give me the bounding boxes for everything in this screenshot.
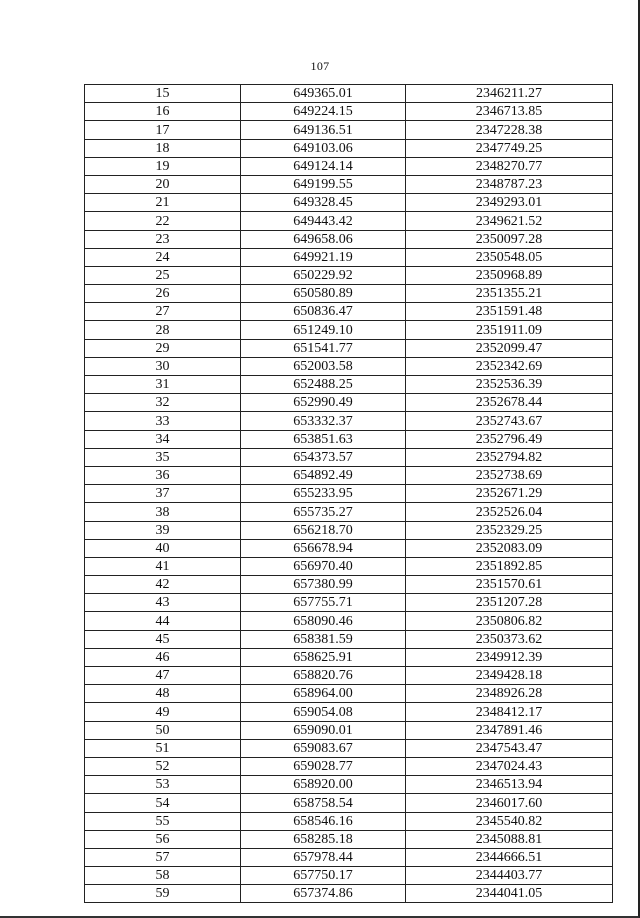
table-row [85,448,613,466]
point-number-cell: 29 [85,339,241,357]
y-coordinate-cell: 2352671.29 [406,485,613,503]
y-coordinate-cell: 2351911.09 [406,321,613,339]
point-number-cell: 40 [85,539,241,557]
table-row [85,539,613,557]
point-number-cell: 54 [85,794,241,812]
x-coordinate-cell: 653332.37 [241,412,406,430]
y-coordinate-cell: 2349428.18 [406,667,613,685]
point-number-cell: 31 [85,376,241,394]
x-coordinate-cell: 653851.63 [241,430,406,448]
x-coordinate-cell: 656970.40 [241,557,406,575]
y-coordinate-cell: 2349912.39 [406,648,613,666]
x-coordinate-cell: 655233.95 [241,485,406,503]
x-coordinate-cell: 652488.25 [241,376,406,394]
y-coordinate-cell: 2347749.25 [406,139,613,157]
point-number-cell: 42 [85,576,241,594]
point-number-cell: 20 [85,175,241,193]
x-coordinate-cell: 649124.14 [241,157,406,175]
y-coordinate-cell: 2351591.48 [406,303,613,321]
x-coordinate-cell: 659090.01 [241,721,406,739]
point-number-cell: 49 [85,703,241,721]
y-coordinate-cell: 2345088.81 [406,830,613,848]
table-row [85,321,613,339]
table-row [85,739,613,757]
x-coordinate-cell: 649443.42 [241,212,406,230]
y-coordinate-cell: 2352738.69 [406,466,613,484]
table-row [85,194,613,212]
y-coordinate-cell: 2351355.21 [406,285,613,303]
x-coordinate-cell: 657750.17 [241,867,406,885]
y-coordinate-cell: 2348787.23 [406,175,613,193]
table-row [85,667,613,685]
table-row [85,721,613,739]
table-row [85,175,613,193]
x-coordinate-cell: 649199.55 [241,175,406,193]
x-coordinate-cell: 649103.06 [241,139,406,157]
point-number-cell: 32 [85,394,241,412]
point-number-cell: 23 [85,230,241,248]
x-coordinate-cell: 656218.70 [241,521,406,539]
y-coordinate-cell: 2347543.47 [406,739,613,757]
x-coordinate-cell: 652990.49 [241,394,406,412]
y-coordinate-cell: 2352083.09 [406,539,613,557]
point-number-cell: 37 [85,485,241,503]
table-row [85,376,613,394]
table-row [85,648,613,666]
point-number-cell: 43 [85,594,241,612]
x-coordinate-cell: 657374.86 [241,885,406,903]
table-row [85,503,613,521]
x-coordinate-cell: 659083.67 [241,739,406,757]
coordinate-table [84,84,613,903]
table-row [85,867,613,885]
x-coordinate-cell: 658381.59 [241,630,406,648]
y-coordinate-cell: 2350097.28 [406,230,613,248]
y-coordinate-cell: 2351570.61 [406,576,613,594]
y-coordinate-cell: 2347024.43 [406,757,613,775]
x-coordinate-cell: 658546.16 [241,812,406,830]
y-coordinate-cell: 2347228.38 [406,121,613,139]
table-row [85,266,613,284]
table-row [85,157,613,175]
point-number-cell: 33 [85,412,241,430]
x-coordinate-cell: 655735.27 [241,503,406,521]
point-number-cell: 28 [85,321,241,339]
y-coordinate-cell: 2352329.25 [406,521,613,539]
x-coordinate-cell: 650580.89 [241,285,406,303]
x-coordinate-cell: 649921.19 [241,248,406,266]
x-coordinate-cell: 652003.58 [241,357,406,375]
y-coordinate-cell: 2352342.69 [406,357,613,375]
y-coordinate-cell: 2352794.82 [406,448,613,466]
point-number-cell: 52 [85,757,241,775]
y-coordinate-cell: 2352099.47 [406,339,613,357]
x-coordinate-cell: 651249.10 [241,321,406,339]
y-coordinate-cell: 2346017.60 [406,794,613,812]
table-row [85,885,613,903]
point-number-cell: 38 [85,503,241,521]
point-number-cell: 51 [85,739,241,757]
x-coordinate-cell: 658964.00 [241,685,406,703]
x-coordinate-cell: 658920.00 [241,776,406,794]
table-row [85,812,613,830]
x-coordinate-cell: 658820.76 [241,667,406,685]
point-number-cell: 15 [85,85,241,103]
x-coordinate-cell: 649658.06 [241,230,406,248]
point-number-cell: 47 [85,667,241,685]
table-row [85,212,613,230]
point-number-cell: 55 [85,812,241,830]
y-coordinate-cell: 2348412.17 [406,703,613,721]
x-coordinate-cell: 658758.54 [241,794,406,812]
y-coordinate-cell: 2352536.39 [406,376,613,394]
table-row [85,85,613,103]
point-number-cell: 53 [85,776,241,794]
table-row [85,594,613,612]
point-number-cell: 58 [85,867,241,885]
y-coordinate-cell: 2344041.05 [406,885,613,903]
point-number-cell: 21 [85,194,241,212]
table-row [85,521,613,539]
point-number-cell: 26 [85,285,241,303]
table-row [85,776,613,794]
table-row [85,103,613,121]
point-number-cell: 46 [85,648,241,666]
x-coordinate-cell: 654892.49 [241,466,406,484]
y-coordinate-cell: 2346513.94 [406,776,613,794]
point-number-cell: 18 [85,139,241,157]
x-coordinate-cell: 649224.15 [241,103,406,121]
x-coordinate-cell: 659054.08 [241,703,406,721]
page-number: 107 [310,59,330,73]
point-number-cell: 34 [85,430,241,448]
x-coordinate-cell: 654373.57 [241,448,406,466]
y-coordinate-cell: 2347891.46 [406,721,613,739]
point-number-cell: 19 [85,157,241,175]
x-coordinate-cell: 657755.71 [241,594,406,612]
table-row [85,285,613,303]
point-number-cell: 22 [85,212,241,230]
y-coordinate-cell: 2352678.44 [406,394,613,412]
point-number-cell: 36 [85,466,241,484]
table-row [85,485,613,503]
point-number-cell: 44 [85,612,241,630]
point-number-cell: 56 [85,830,241,848]
x-coordinate-cell: 649365.01 [241,85,406,103]
y-coordinate-cell: 2348926.28 [406,685,613,703]
table-row [85,303,613,321]
point-number-cell: 16 [85,103,241,121]
y-coordinate-cell: 2352743.67 [406,412,613,430]
table-row [85,466,613,484]
y-coordinate-cell: 2350968.89 [406,266,613,284]
y-coordinate-cell: 2346713.85 [406,103,613,121]
table-row [85,848,613,866]
table-row [85,794,613,812]
y-coordinate-cell: 2349621.52 [406,212,613,230]
table-row [85,230,613,248]
table-row [85,139,613,157]
point-number-cell: 41 [85,557,241,575]
point-number-cell: 39 [85,521,241,539]
x-coordinate-cell: 658625.91 [241,648,406,666]
point-number-cell: 17 [85,121,241,139]
y-coordinate-cell: 2352526.04 [406,503,613,521]
y-coordinate-cell: 2344403.77 [406,867,613,885]
x-coordinate-cell: 657978.44 [241,848,406,866]
table-row [85,121,613,139]
x-coordinate-cell: 656678.94 [241,539,406,557]
point-number-cell: 24 [85,248,241,266]
y-coordinate-cell: 2351207.28 [406,594,613,612]
table-row [85,630,613,648]
table-row [85,248,613,266]
y-coordinate-cell: 2350373.62 [406,630,613,648]
y-coordinate-cell: 2350548.05 [406,248,613,266]
table-row [85,757,613,775]
x-coordinate-cell: 658090.46 [241,612,406,630]
table-row [85,830,613,848]
point-number-cell: 50 [85,721,241,739]
y-coordinate-cell: 2350806.82 [406,612,613,630]
point-number-cell: 30 [85,357,241,375]
y-coordinate-cell: 2346211.27 [406,85,613,103]
point-number-cell: 27 [85,303,241,321]
x-coordinate-cell: 650836.47 [241,303,406,321]
table-row [85,703,613,721]
table-row [85,412,613,430]
x-coordinate-cell: 649136.51 [241,121,406,139]
table-row [85,685,613,703]
x-coordinate-cell: 649328.45 [241,194,406,212]
y-coordinate-cell: 2351892.85 [406,557,613,575]
table-row [85,394,613,412]
x-coordinate-cell: 650229.92 [241,266,406,284]
coordinate-table-body [85,85,613,903]
point-number-cell: 48 [85,685,241,703]
y-coordinate-cell: 2345540.82 [406,812,613,830]
table-row [85,557,613,575]
y-coordinate-cell: 2349293.01 [406,194,613,212]
table-row [85,612,613,630]
table-row [85,357,613,375]
y-coordinate-cell: 2352796.49 [406,430,613,448]
table-row [85,339,613,357]
point-number-cell: 59 [85,885,241,903]
table-row [85,576,613,594]
y-coordinate-cell: 2348270.77 [406,157,613,175]
point-number-cell: 25 [85,266,241,284]
y-coordinate-cell: 2344666.51 [406,848,613,866]
point-number-cell: 35 [85,448,241,466]
table-row [85,430,613,448]
x-coordinate-cell: 658285.18 [241,830,406,848]
x-coordinate-cell: 651541.77 [241,339,406,357]
x-coordinate-cell: 657380.99 [241,576,406,594]
point-number-cell: 57 [85,848,241,866]
x-coordinate-cell: 659028.77 [241,757,406,775]
point-number-cell: 45 [85,630,241,648]
